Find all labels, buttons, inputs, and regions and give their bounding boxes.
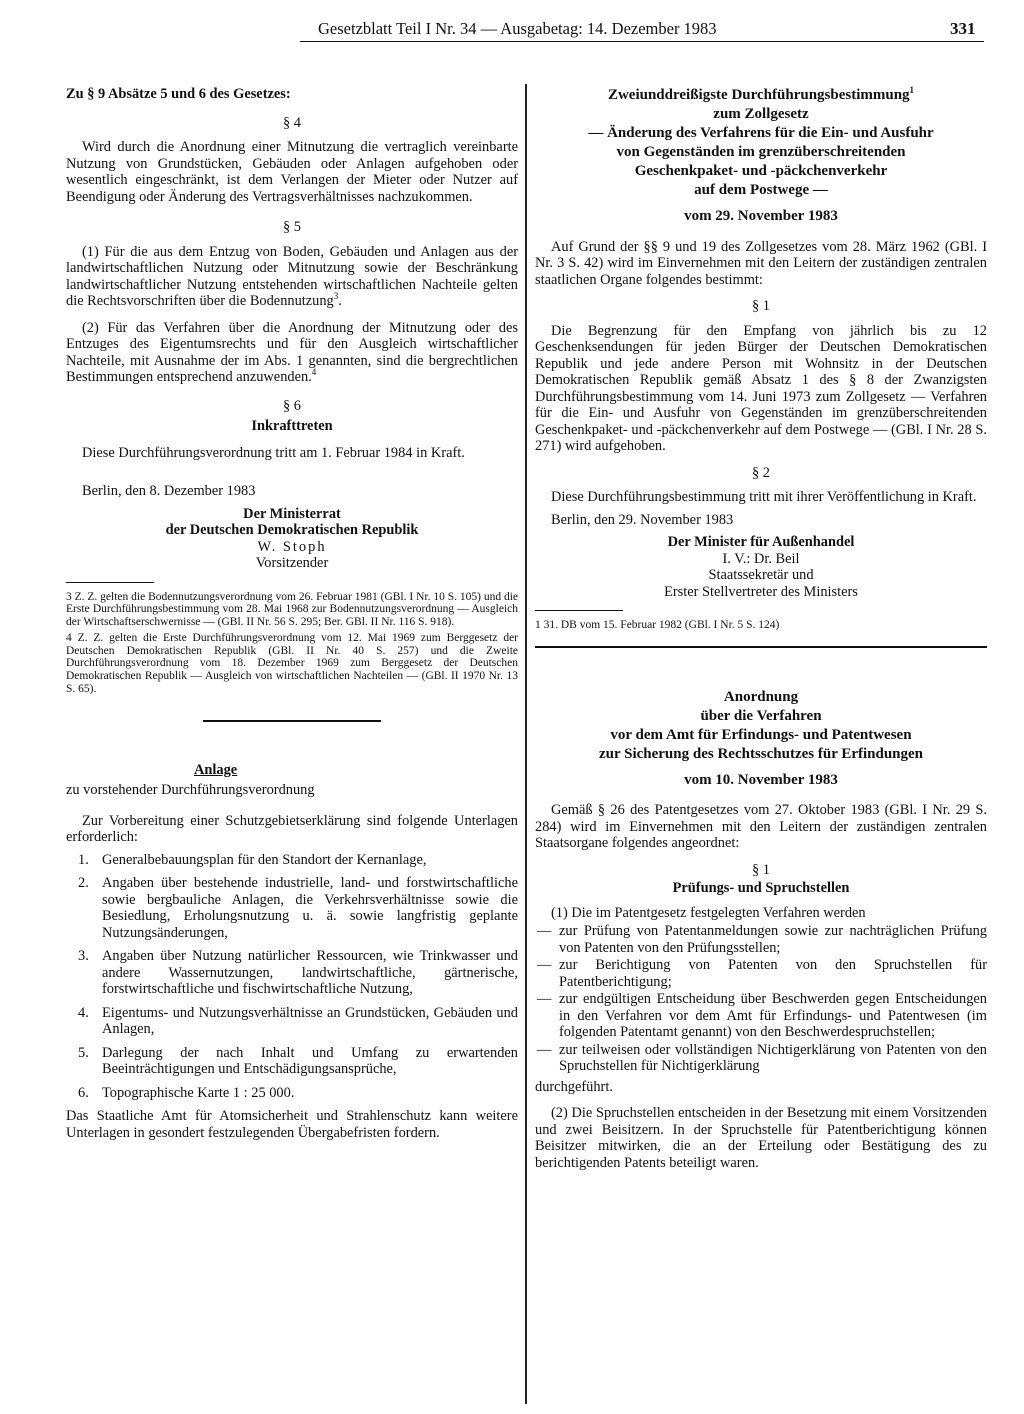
doc2-date: vom 10. November 1983	[684, 771, 838, 788]
doc1-title-text: Zweiunddreißigste Durchführungsbestimmung	[607, 87, 910, 103]
anlage-list	[66, 852, 518, 1102]
doc2-para-2: (2) Die Spruchstellen entscheiden in der Besetzung mit einem Vorsitzenden und zwei Beisitzern. In der Spruchstelle für Patentberichtigung können Beisitzer mitwirken, die an der Erteilung oder Bestätigung des zu berichtigenden Patents beteiligt waren.	[535, 1105, 987, 1171]
section-6-text: Diese Durchführungsverordnung tritt am 1. Februar 1984 in Kraft.	[82, 444, 465, 461]
header-rule	[300, 41, 984, 42]
list-item-text: Topographische Karte 1 : 25 000.	[102, 1084, 295, 1101]
document-separator-rule	[535, 646, 987, 648]
doc1-section-2-text: Diese Durchführungsbestimmung tritt mit ihrer Veröffentlichung in Kraft.	[551, 489, 977, 505]
doc1-title-line: auf dem Postwege —	[694, 182, 828, 198]
anlage-intro: Zur Vorbereitung einer Schutzgebietserklärung sind folgende Unterlagen erforderlich:	[66, 812, 518, 846]
footnote-ref-4: 4	[311, 367, 317, 378]
list-item	[66, 1085, 518, 1102]
doc1-footnote-1: 1 31. DB vom 15. Februar 1982 (GBl. I Nr. 5 S. 124)	[535, 619, 780, 631]
doc2-title	[535, 688, 987, 764]
section-6-title: Inkrafttreten	[251, 418, 333, 434]
list-item	[66, 852, 518, 869]
section-6-label: § 6	[283, 397, 301, 414]
section-separator-rule	[203, 720, 381, 722]
signer-org-1: Der Ministerrat	[243, 505, 341, 522]
footnote-ref-1: 1	[909, 85, 915, 95]
list-item-text: zur endgültigen Entscheidung über Beschwerden gegen Entscheidungen in den Verfahren vor dem Amt für Erfindungs- und Patentwesen (im folgenden Patentamt genannt) von den Beschwerdespruchstellen;	[559, 991, 987, 1041]
section-5-para-1	[66, 244, 518, 310]
signer-org-2: der Deutschen Demokratischen Republik	[165, 522, 419, 538]
list-item	[66, 948, 518, 998]
doc1-title-line	[535, 86, 987, 105]
doc2-section-1-title: Prüfungs- und Spruchstellen	[672, 880, 850, 897]
list-item-text: Darlegung der nach Inhalt und Umfang zu erwartenden Beeinträchtigungen und Entschädigungsansprüche,	[102, 1044, 518, 1078]
doc2-para-1-intro: (1) Die im Patentgesetz festgelegten Verfahren werden	[551, 904, 866, 921]
dash-marker: —	[537, 991, 552, 1008]
list-item-text: Generalbebauungsplan für den Standort der Kernanlage,	[102, 851, 427, 868]
doc1-preamble: Auf Grund der §§ 9 und 19 des Zollgesetzes vom 28. März 1962 (GBl. I Nr. 3 S. 42) wird im Einvernehmen mit den Leitern der zuständigen zentralen staatlichen Organe folgendes bestimmt:	[535, 238, 987, 288]
doc1-signer-role-1: Staatssekretär und	[708, 567, 814, 583]
page-number: 331	[950, 19, 976, 38]
doc1-title-line: zum Zollgesetz	[713, 106, 809, 122]
list-item-text: Angaben über Nutzung natürlicher Ressourcen, wie Trinkwasser und andere Wassernutzungen, landwirtschaftliche, gärtnerische, forstwirtschaftliche und fischwirtschaftliche Nutzung,	[102, 948, 518, 998]
doc2-title-line: zur Sicherung des Rechtsschutzes für Erfindungen	[598, 745, 924, 762]
anlage-closing: Das Staatliche Amt für Atomsicherheit und Strahlenschutz kann weitere Unterlagen in gesondert festzulegenden Übergabefristen fordern.	[66, 1108, 518, 1141]
section-heading: Zu § 9 Absätze 5 und 6 des Gesetzes:	[66, 86, 291, 102]
anlage-title: Anlage	[194, 761, 238, 778]
doc1-section-1-text: Die Begrenzung für den Empfang von jährlich bis zu 12 Geschenksendungen für jeden Bürger der Deutschen Demokratischen Republik und jede andere Person mit Wohnsitz in der Deutschen Demokratischen Republik gemäß Absatz 1 des § 8 der Zwanzigsten Durchführungsbestimmung vom 14. Juni 1973 zum Zollgesetz — Verfahren für die Ein- und Ausfuhr von Gegenständen im grenzüberschreitenden Geschenkpaket- und -päckchenverkehr auf dem Postwege — (GBl. I Nr. 28 S. 271) wird aufgehoben.	[535, 322, 987, 454]
dash-marker: —	[537, 1041, 552, 1058]
doc1-title-line: Geschenkpaket- und -päckchenverkehr	[634, 163, 888, 179]
list-item-text: zur Berichtigung von Patenten von den Spruchstellen für Patentberichtigung;	[559, 957, 987, 990]
signature-block	[66, 506, 518, 572]
doc2-dash-list	[535, 923, 987, 1075]
doc1-title-line: — Änderung des Verfahrens für die Ein- und Ausfuhr	[588, 125, 934, 141]
left-column	[66, 86, 518, 1147]
doc1-signer-role-2: Erster Stellvertreter des Ministers	[664, 583, 858, 600]
doc1-signer-org: Der Minister für Außenhandel	[667, 534, 855, 550]
doc2-title-line: vor dem Amt für Erfindungs- und Patentwesen	[610, 726, 912, 743]
dash-marker: —	[537, 957, 552, 974]
doc2-preamble: Gemäß § 26 des Patentgesetzes vom 27. Oktober 1983 (GBl. I Nr. 29 S. 284) wird im Einvernehmen mit den Leitern der zuständigen zentralen Staatsorgane folgendes angeordnet:	[535, 802, 987, 852]
page-header-title: Gesetzblatt Teil I Nr. 34 — Ausgabetag: 14. Dezember 1983	[318, 19, 717, 38]
section-5-para-1-text: (1) Für die aus dem Entzug von Boden, Gebäuden und Anlagen aus der landwirtschaftlichen Nutzung oder Mitnutzung sowie der Beschränkung landwirtschaftlicher Nutzung entstehenden wirtschaftlichen Nachteile gelten die Rechtsvorschriften über die Bodennutzung	[66, 243, 518, 309]
dash-marker: —	[537, 923, 552, 940]
column-divider	[525, 84, 527, 1404]
section-4-label: § 4	[283, 114, 301, 131]
list-item	[535, 991, 987, 1041]
list-item-number: 2.	[78, 875, 89, 892]
list-item-text: zur Prüfung von Patentanmeldungen sowie zur nachträglichen Prüfung von Patenten von den Prüfungsstellen;	[559, 923, 987, 956]
list-item-text: Eigentums- und Nutzungsverhältnisse an Grundstücken, Gebäuden und Anlagen,	[102, 1004, 518, 1038]
footnote-ref-3: 3	[333, 291, 339, 302]
section-5-para-1-end: .	[338, 293, 342, 309]
doc1-signature-block	[535, 534, 987, 600]
doc1-date: vom 29. November 1983	[684, 208, 838, 224]
doc1-title	[535, 86, 987, 200]
doc2-para-1-end: durchgeführt.	[535, 1078, 613, 1095]
place-date: Berlin, den 8. Dezember 1983	[82, 483, 256, 499]
doc2-title-line: Anordnung	[723, 688, 799, 705]
doc1-section-1-label: § 1	[752, 298, 770, 314]
list-item	[66, 1005, 518, 1038]
section-5-label: § 5	[283, 219, 301, 235]
doc2-title-line: über die Verfahren	[700, 707, 822, 724]
doc1-signer-name: I. V.: Dr. Beil	[722, 550, 800, 567]
doc1-title-line: von Gegenständen im grenzüberschreitenden	[616, 144, 906, 160]
list-item	[66, 1045, 518, 1078]
doc1-place-date: Berlin, den 29. November 1983	[551, 511, 734, 528]
section-5-para-2-text: (2) Für das Verfahren über die Anordnung der Mitnutzung oder des Entzuges des Eigentumsrechts und für den Ausgleich wirtschaftlicher Nachteile, mit Ausnahme der im Abs. 1 genannten, sind die bergrechtlichen Bestimmungen entsprechend anzuwenden.	[66, 319, 518, 385]
list-item-number: 3.	[78, 948, 89, 965]
list-item-text: zur teilweisen oder vollständigen Nichtigerklärung von Patenten von den Spruchstellen für Nichtigerklärung	[559, 1041, 987, 1075]
section-4-text: Wird durch die Anordnung einer Mitnutzung die vertraglich vereinbarte Nutzung von Grundstücken, Gebäuden oder Anlagen aufgehoben oder wesentlich eingeschränkt, ist dem Verlangen der Mieter oder Nutzer auf Beendigung oder Änderung des Vertragsverhältnisses nachzukommen.	[66, 139, 518, 205]
section-5-para-2	[66, 320, 518, 386]
list-item-number: 6.	[78, 1084, 89, 1101]
footnote-rule	[66, 582, 154, 583]
list-item	[535, 957, 987, 990]
list-item-number: 1.	[78, 851, 89, 868]
signer-role: Vorsitzender	[255, 555, 329, 571]
list-item	[535, 1042, 987, 1075]
list-item-number: 4.	[78, 1004, 89, 1021]
doc1-section-2-label: § 2	[752, 464, 770, 481]
list-item	[66, 875, 518, 941]
list-item-number: 5.	[78, 1044, 89, 1061]
footnote-4: 4 Z. Z. gelten die Erste Durchführungsverordnung vom 12. Mai 1969 zum Berggesetz der Deutschen Demokratischen Republik (GBl. II Nr. 40 S. 257) und die Zweite Durchführungsverordnung vom 18. Dezember 1969 zum Berggesetz der Deutschen Demokratischen Republik — Ausgleich von wirtschaftlichen Nachteilen — (GBl. II 1970 Nr. 13 S. 65).	[66, 631, 518, 696]
doc1-footnote-rule	[535, 610, 623, 611]
doc2-section-1-label: § 1	[752, 861, 770, 878]
footnote-3: 3 Z. Z. gelten die Bodennutzungsverordnung vom 26. Februar 1981 (GBl. I Nr. 10 S. 105) und die Erste Durchführungsbestimmung vom 28. Mai 1968 zur Bodennutzungsverordnung — Ausgleich der Wirtschaftserschwernisse — (GBl. II Nr. 56 S. 295; Ber. GBl. II Nr. 116 S. 918).	[66, 590, 518, 629]
signer-name: W. Stoph	[257, 538, 327, 555]
list-item	[535, 923, 987, 956]
list-item-text: Angaben über bestehende industrielle, land- und forstwirtschaftliche sowie bergbauliche Anlagen, die Verkehrsverhältnisse sowie die Besiedlung, Erholungsnutzung u. ä. sowie langfristig geplante Nutzungsänderungen,	[102, 875, 518, 941]
right-column	[535, 86, 987, 1177]
anlage-subtitle: zu vorstehender Durchführungsverordnung	[66, 782, 315, 799]
